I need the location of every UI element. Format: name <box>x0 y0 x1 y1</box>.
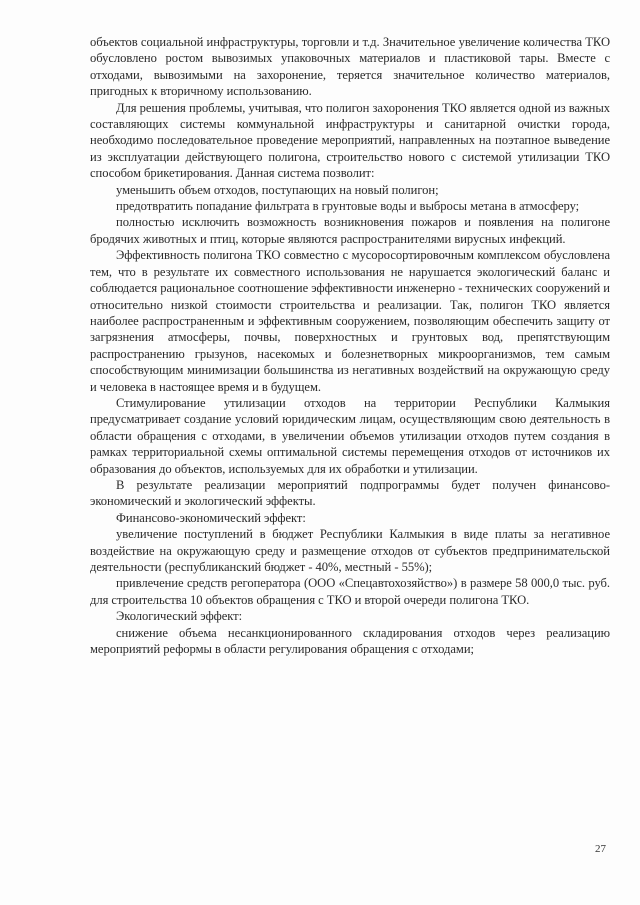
paragraph-6: Эффективность полигона ТКО совместно с мусоросортировочным комплексом обусловлена тем, что в результате их совместного использования не нарушается экологический баланс и соблюдается рациональное соотношение эффективности инженерно - технических сооружений и относительно низкой стоимости строительства и реализации. Так, полигон ТКО является наиболее распространенным и эффективным сооружением, позволяющим обеспечить защиту от загрязнения атмосферы, почвы, поверхностных и грунтовых вод, препятствующим распространению грызунов, насекомых и болезнетворных микроорганизмов, тем самым способствующим минимизации большинства из негативных воздействий на окружающую среду и человека в настоящее время и в будущем. <box>90 248 610 394</box>
paragraph-10: увеличение поступлений в бюджет Республики Калмыкия в виде платы за негативное воздействие на окружающую среду и размещение отходов от субъектов предпринимательской деятельности (республиканский бюджет - 40%, местный - 55%); <box>90 527 610 574</box>
paragraph-12: Экологический эффект: <box>116 609 243 624</box>
paragraph-2: Для решения проблемы, учитывая, что полигон захоронения ТКО является одной из важных составляющих системы коммунальной инфраструктуры и санитарной очистки города, необходимо последовательное проведение мероприятий, направленных на поэтапное выведение из эксплуатации действующего полигона, строительство нового с системой утилизации ТКО способом брикетирования. Данная система позволит: <box>90 100 610 181</box>
paragraph-7: Стимулирование утилизации отходов на территории Республики Калмыкия предусматривает создание условий юридическим лицам, осуществляющим свою деятельность в области обращения с отходами, в увеличении объемов утилизации отходов путем создания в рамках территориальной схемы оптимальной системы перемещения отходов от источников их образования до объектов, используемых для их обработки и утилизации. <box>90 395 610 476</box>
paragraph-11: привлечение средств регоператора (ООО «Спецавтохозяйство») в размере 58 000,0 тыс. руб. для строительства 10 объектов обращения с ТКО и второй очереди полигона ТКО. <box>90 576 610 607</box>
page-number: 27 <box>595 843 606 855</box>
paragraph-8: В результате реализации мероприятий подпрограммы будет получен финансово-экономический и экологический эффекты. <box>90 477 610 509</box>
document-body <box>90 34 610 657</box>
paragraph-1: объектов социальной инфраструктуры, торговли и т.д. Значительное увеличение количества ТКО обусловлено ростом вывозимых упаковочных материалов и пластиковой тары. Вместе с отходами, вывозимыми на захоронение, теряется значительное количество материалов, пригодных к вторичному использованию. <box>90 35 610 99</box>
paragraph-5: полностью исключить возможность возникновения пожаров и появления на полигоне бродячих животных и птиц, которые являются распространителями вирусных инфекций. <box>90 215 610 246</box>
paragraph-13: снижение объема несанкционированного складирования отходов через реализацию мероприятий реформы в области регулирования обращения с отходами; <box>90 625 610 657</box>
paragraph-3: уменьшить объем отходов, поступающих на новый полигон; <box>116 182 439 197</box>
paragraph-4: предотвратить попадание фильтрата в грунтовые воды и выбросы метана в атмосферу; <box>116 199 580 214</box>
paragraph-9: Финансово-экономический эффект: <box>116 510 306 525</box>
